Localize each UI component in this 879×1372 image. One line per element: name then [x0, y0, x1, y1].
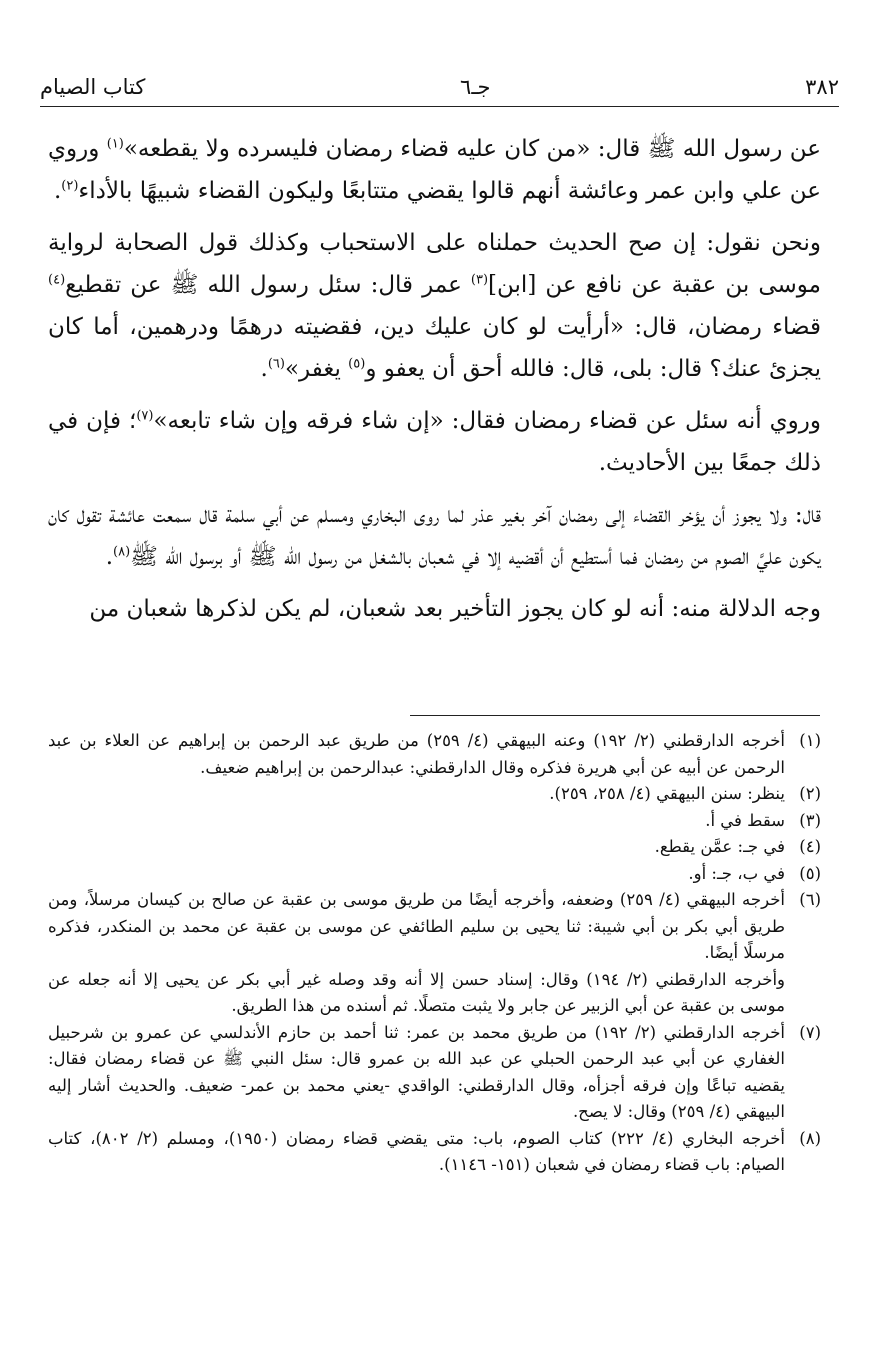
footnote-marker[interactable]: (٤): [48, 272, 66, 288]
footnote-number: (٨): [799, 1128, 821, 1148]
text-run: ونحن نقول: إن صح الحديث حملناه على الاستحباب وكذلك قول الصحابة لرواية موسى بن عقبة عن نافع عن [ابن]: [48, 230, 821, 298]
text-run: .: [260, 356, 268, 382]
footnote-number: (٢): [799, 784, 821, 803]
footnote-marker[interactable]: (٣): [470, 272, 489, 288]
footnote-number: (٧): [799, 1022, 821, 1042]
footnote-text: ينظر: سنن البيهقي (٤/ ٢٥٨، ٢٥٩).: [549, 784, 785, 803]
text-run: يغفر»: [284, 356, 349, 382]
volume-label: جـ٦: [460, 75, 491, 99]
footnote-marker[interactable]: (٢): [61, 178, 79, 194]
text-run: ؛ فإن في ذلك جمعًا بين الأحاديث.: [48, 408, 821, 476]
footnote-text: أخرجه البيهقي (٤/ ٢٥٩) وضعفه، وأخرجه أيضًا من طريق موسى بن عقبة عن صالح بن كيسان مرسلاً، ومن طريق أبي بكر بن أبي شيبة: ثنا يحيى بن سليم الطائفي عن موسى بن عقبة عن محمد بن المنكدر، فذكره مرسلًا أيضًا.: [48, 890, 785, 962]
footnote: [48, 1126, 821, 1179]
running-header: [40, 72, 839, 102]
footnote-number: (٤): [799, 837, 821, 856]
text-run: وروي عن علي وابن عمر وعائشة أنهم قالوا يقضي متتابعًا وليكون القضاء شبيهًا بالأداء: [48, 136, 821, 204]
footnote-number: (٣): [799, 810, 821, 830]
text-run: قال: ولا يجوز أن يؤخر القضاء إلى رمضان آخر بغير عذر لما روى البخاري ومسلم عن أبي سلمة قال سمعت عائشة تقول كان يكون عليَّ الصوم من رمضان فما أستطيع أن أقضيه إلا في شعبان بالشغل من رسول الله ﷺ أو برسول الله ﷺ: [48, 502, 821, 570]
footnote-number: (١): [799, 731, 821, 750]
footnote: [48, 808, 821, 835]
main-text: [48, 128, 821, 640]
text-run: عن رسول الله ﷺ قال: «من كان عليه قضاء رمضان فليسرده ولا يقطعه»: [123, 136, 821, 162]
footnote-separator: [410, 715, 820, 716]
paragraph: [48, 128, 821, 212]
header-rule: [40, 106, 839, 107]
footnote-text: أخرجه البخاري (٤/ ٢٢٢) كتاب الصوم، باب: متى يقضي قضاء رمضان (١٩٥٠)، ومسلم (٢/ ٨٠٢)، كتاب الصيام: باب قضاء رمضان في شعبان (١٥١- ١١٤٦).: [48, 1128, 785, 1174]
footnote-marker[interactable]: (٧): [136, 408, 154, 424]
text-run: .: [53, 178, 62, 204]
footnote-text: في جـ: عمَّن يقطع.: [654, 837, 785, 856]
footnotes: [48, 728, 821, 1179]
footnote: [48, 861, 821, 888]
footnote-continuation: وأخرجه الدارقطني (٢/ ١٩٤) وقال: إسناد حسن إلا أنه وقد وصله غير أبي بكر عن يحيى إلا أنه جعله عن موسى بن عقبة عن أبي الزبير عن جابر ولا يثبت متصلًا. ثم أسنده من هذا الطريق.: [48, 969, 786, 1015]
footnote: [48, 781, 821, 808]
footnote: [48, 728, 821, 781]
text-run: قضاء رمضان، قال: «أرأيت لو كان عليك دين، فقضيته درهمًا ودرهمين، أما كان يجزئ عنك؟ قال: بلى، قال: فالله أحق أن يعفو و: [48, 314, 821, 382]
footnote-text: أخرجه الدارقطني (٢/ ١٩٢) وعنه البيهقي (٤/ ٢٥٩) من طريق عبد الرحمن بن إبراهيم عن العلاء بن عبد الرحمن عن أبيه عن أبي هريرة فذكره وقال الدارقطني: عبدالرحمن بن إبراهيم ضعيف.: [48, 731, 785, 777]
footnote-number: (٦): [799, 890, 821, 909]
footnote-marker[interactable]: (٨): [113, 544, 131, 560]
footnote-text: في ب، جـ: أو.: [688, 863, 785, 883]
footnote-text: أخرجه الدارقطني (٢/ ١٩٢) من طريق محمد بن عمر: ثنا أحمد بن حازم الأندلسي عن عمرو بن شرحبيل الغفاري عن أبي عبد الرحمن الحبلي عن عبد الله بن عمرو قال: سئل النبي ﷺ عن قضاء رمضان فقال: يقضيه تباعًا وإن فرقه أجزأه، وقال الدارقطني: الواقدي -يعني محمد بن عمر- ضعيف. والحديث أشار إليه البيهقي (٤/ ٢٥٩) وقال: لا يصح.: [48, 1022, 785, 1121]
text-run: .: [105, 544, 114, 570]
footnote: [48, 887, 821, 967]
paragraph: [48, 222, 821, 390]
book-title: كتاب الصيام: [40, 75, 146, 99]
footnote-marker[interactable]: (٥): [348, 356, 366, 372]
page-number: ٣٨٢: [805, 75, 839, 99]
paragraph: [48, 494, 821, 578]
footnote: [48, 834, 821, 861]
text-run: عمر قال: سئل رسول الله ﷺ عن تقطيع: [65, 272, 471, 298]
text-run: وروي أنه سئل عن قضاء رمضان فقال: «إن شاء فرقه وإن شاء تابعه»: [153, 408, 821, 434]
footnote-marker[interactable]: (٦): [267, 356, 285, 372]
paragraph: وجه الدلالة منه: أنه لو كان يجوز التأخير بعد شعبان، لم يكن لذكرها شعبان من: [89, 596, 821, 622]
footnote-number: (٥): [799, 863, 821, 883]
paragraph: [48, 400, 821, 484]
footnote-marker[interactable]: (١): [106, 136, 124, 152]
footnote-text: سقط في أ.: [705, 810, 785, 830]
footnote: [48, 1020, 821, 1126]
